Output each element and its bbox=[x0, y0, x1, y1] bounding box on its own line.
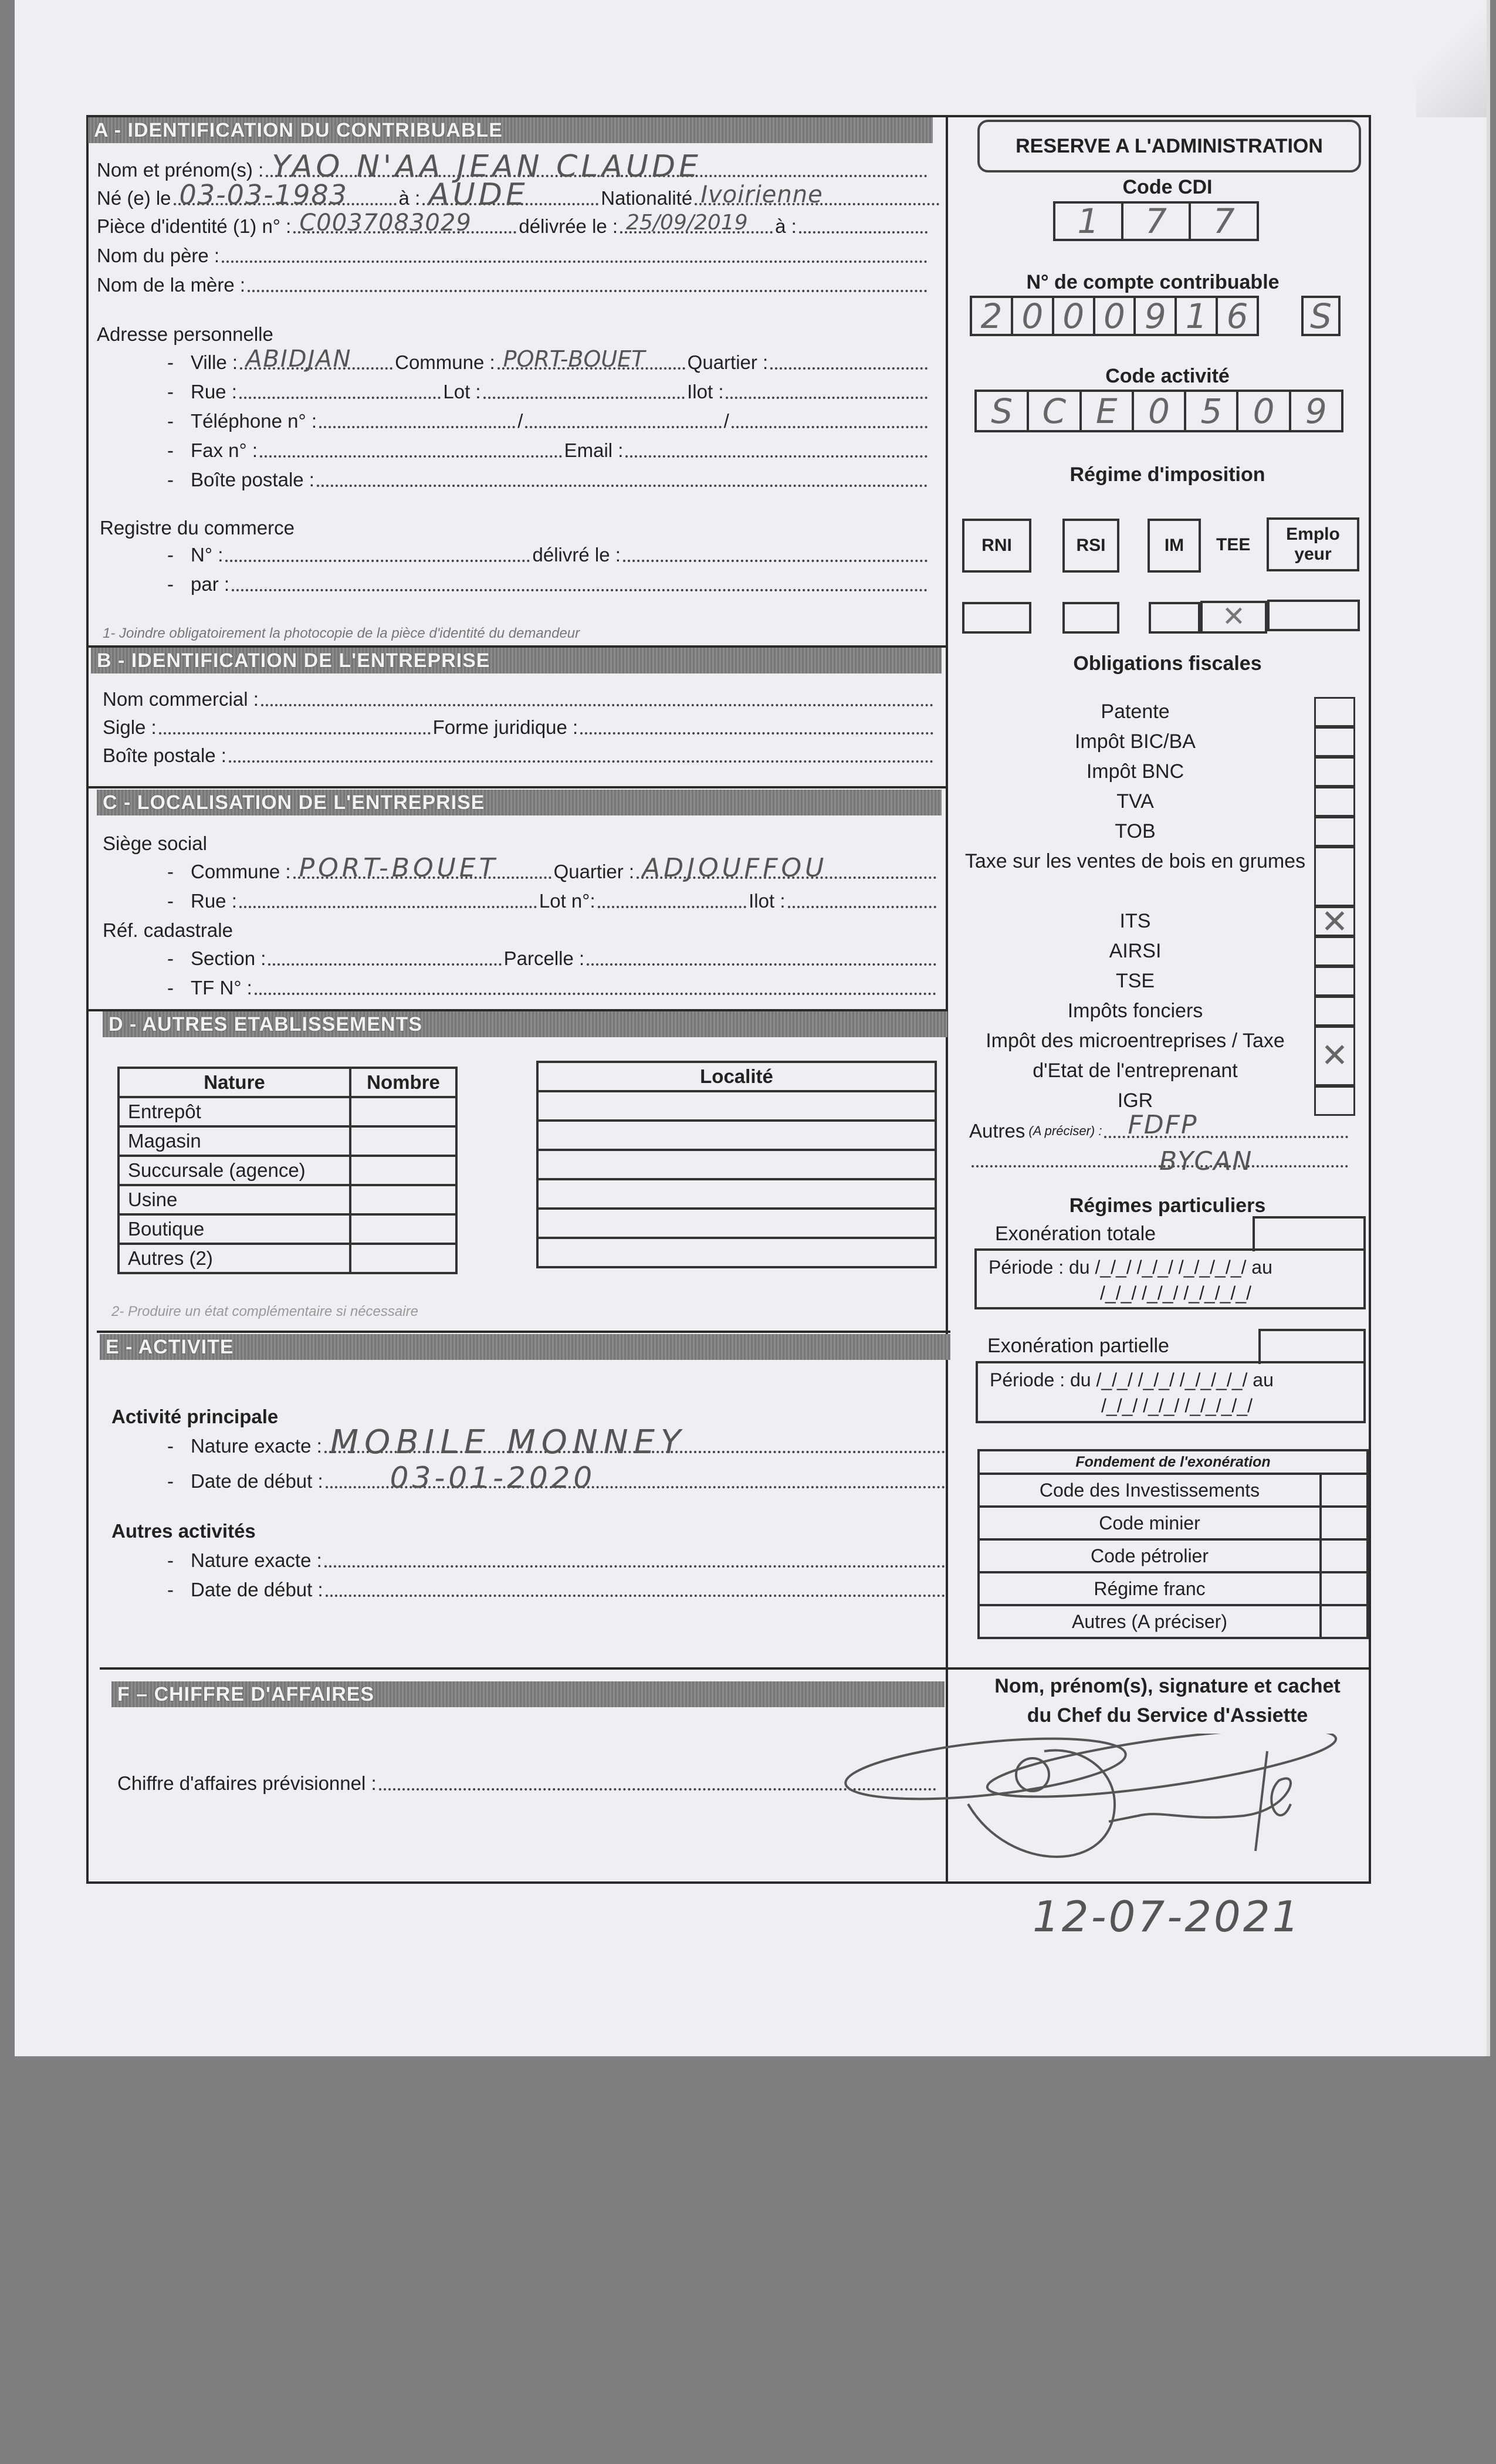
obligation-label: Impôt des microentreprises / Taxe d'Etat de l'entreprenant bbox=[986, 1030, 1285, 1082]
nature-autre-field[interactable]: - Nature exacte : bbox=[138, 1549, 947, 1572]
etablissement-nature: Boutique bbox=[119, 1214, 350, 1244]
col-localite: Localité bbox=[537, 1062, 936, 1091]
etablissement-row bbox=[119, 1156, 456, 1185]
periode-line1: Période : du /_/_/ /_/_/ /_/_/_/_/ au bbox=[990, 1369, 1274, 1390]
etablissement-nombre[interactable] bbox=[350, 1244, 456, 1273]
registre-heading bbox=[100, 516, 295, 540]
date-value: 03-01-2020 bbox=[390, 1461, 596, 1495]
section-d-header: D - AUTRES ETABLISSEMENTS bbox=[103, 1011, 947, 1037]
localite-row bbox=[537, 1209, 936, 1238]
obligation-label: ITS bbox=[1119, 910, 1151, 932]
obligation-label: Taxe sur les ventes de bois en grumes bbox=[964, 850, 1306, 872]
obligation-label: IGR bbox=[1117, 1089, 1153, 1112]
autres-oblig-line2[interactable] bbox=[969, 1146, 1351, 1176]
localite-row bbox=[537, 1179, 936, 1209]
signature-image bbox=[833, 1734, 1361, 1880]
section-c-header: C - LOCALISATION DE L'ENTREPRISE bbox=[97, 790, 942, 815]
fondement-row bbox=[979, 1572, 1368, 1605]
cdi-label: Code CDI bbox=[1122, 176, 1213, 198]
exo-totale-checkbox[interactable] bbox=[1253, 1216, 1366, 1251]
page-corner bbox=[1416, 0, 1487, 117]
nom-value: YAO N'AA JEAN CLAUDE bbox=[272, 149, 702, 184]
obligation-checkbox[interactable]: ✕ bbox=[1314, 1026, 1355, 1086]
siege-label: Siège social bbox=[103, 832, 207, 854]
code-cell: 9 bbox=[1136, 298, 1177, 334]
localite-row bbox=[537, 1238, 936, 1267]
bp-entreprise-field[interactable] bbox=[103, 744, 936, 767]
exo-partielle-periode[interactable] bbox=[976, 1361, 1366, 1423]
activite-boxes[interactable] bbox=[974, 390, 1343, 432]
fondement-title: Fondement de l'exonération bbox=[979, 1450, 1368, 1474]
section-a-header: A - IDENTIFICATION DU CONTRIBUABLE bbox=[88, 117, 933, 143]
localite-table bbox=[536, 1061, 937, 1268]
obligation-checkbox[interactable] bbox=[1314, 757, 1355, 787]
etablissement-nature: Autres (2) bbox=[119, 1244, 350, 1273]
localite-row bbox=[537, 1150, 936, 1179]
etablissement-nombre[interactable] bbox=[350, 1156, 456, 1185]
nom-label: Nom et prénom(s) : bbox=[97, 159, 264, 181]
autres-oblig-field[interactable] bbox=[969, 1110, 1351, 1143]
regime-employeur: Emplo yeur bbox=[1267, 517, 1359, 571]
registre-delivre-label: délivré le : bbox=[532, 544, 621, 566]
nom-commercial-field[interactable] bbox=[103, 688, 936, 711]
code-cell: 7 bbox=[1213, 201, 1235, 241]
ville-label: Ville : bbox=[191, 351, 238, 373]
lieu-delivrance-label: à : bbox=[775, 215, 797, 237]
etablissement-nombre[interactable] bbox=[350, 1214, 456, 1244]
exo-partielle-label: Exonération partielle bbox=[987, 1335, 1169, 1357]
siege-commune-field[interactable]: - Commune : PORT-BOUET Quartier : ADJOUFFOU bbox=[138, 860, 939, 884]
code-cell: 0 bbox=[1095, 298, 1136, 334]
activite-label: Code activité bbox=[1105, 365, 1230, 387]
siege-commune-label: Commune : bbox=[191, 861, 291, 882]
code-cell: 2 bbox=[972, 298, 1013, 334]
obligation-label: TVA bbox=[1116, 790, 1154, 813]
piece-field[interactable] bbox=[97, 209, 930, 238]
autres-activites-heading bbox=[111, 1519, 256, 1543]
ref-heading bbox=[103, 919, 233, 942]
localite-cell[interactable] bbox=[537, 1179, 936, 1209]
fondement-checkbox[interactable] bbox=[1321, 1572, 1368, 1605]
code-cell: C bbox=[1029, 392, 1081, 430]
ville-value: ABIDJAN bbox=[246, 346, 352, 373]
etablissements-table bbox=[117, 1067, 458, 1274]
fax-label: Fax n° : bbox=[191, 439, 258, 461]
fondement-label: Code minier bbox=[979, 1507, 1321, 1539]
divider bbox=[97, 1331, 950, 1333]
date-label: Date de début : bbox=[191, 1470, 323, 1492]
localite-row bbox=[537, 1091, 936, 1121]
fondement-checkbox[interactable] bbox=[1321, 1605, 1368, 1638]
fondement-row bbox=[979, 1605, 1368, 1638]
compte-key-box[interactable] bbox=[1301, 296, 1341, 336]
regime-im: IM bbox=[1148, 519, 1201, 573]
obligation-label: TOB bbox=[1115, 820, 1156, 842]
ne-label: Né (e) le bbox=[97, 187, 171, 209]
etablissement-row bbox=[119, 1185, 456, 1214]
section-f-header: F – CHIFFRE D'AFFAIRES bbox=[111, 1681, 945, 1707]
date-signed: 12-07-2021 bbox=[1033, 1892, 1302, 1941]
periode-line1: Période : du /_/_/ /_/_/ /_/_/_/_/ au bbox=[989, 1257, 1272, 1278]
piece-value: C0037083029 bbox=[299, 209, 472, 236]
obligation-checkbox[interactable] bbox=[1314, 727, 1355, 757]
registre-par-field[interactable]: - par : bbox=[138, 573, 930, 596]
ville-field[interactable]: - Ville : ABIDJAN Commune : PORT-BOUET Quartier : bbox=[138, 351, 930, 374]
exo-partielle-checkbox[interactable] bbox=[1258, 1329, 1366, 1364]
localite-cell[interactable] bbox=[537, 1150, 936, 1179]
regime-employeur-checkbox[interactable] bbox=[1267, 600, 1360, 631]
code-cell: 0 bbox=[1013, 298, 1054, 334]
code-cell: 7 bbox=[1123, 204, 1192, 239]
siege-lot-label: Lot n°: bbox=[539, 890, 595, 912]
nature-principale-field[interactable]: - Nature exacte : MOBILE MONNEY bbox=[138, 1434, 947, 1458]
code-cell: 0 bbox=[1238, 392, 1291, 430]
etablissement-nombre[interactable] bbox=[350, 1126, 456, 1156]
compte-boxes[interactable] bbox=[970, 296, 1259, 336]
date-autre-field[interactable]: - Date de début : bbox=[138, 1578, 947, 1602]
nature2-label: Nature exacte : bbox=[191, 1549, 322, 1571]
mere-field[interactable] bbox=[97, 273, 930, 297]
siege-quartier-value: ADJOUFFOU bbox=[642, 853, 828, 883]
regime-rsi: RSI bbox=[1062, 519, 1119, 573]
localite-cell[interactable] bbox=[537, 1238, 936, 1267]
nature-label: Nature exacte : bbox=[191, 1435, 322, 1457]
forme-label: Forme juridique : bbox=[432, 716, 578, 738]
siege-commune-value: PORT-BOUET bbox=[299, 853, 499, 883]
code-cell: 1 bbox=[1055, 204, 1123, 239]
registre-n-field[interactable]: - N° : délivré le : bbox=[138, 543, 930, 567]
siege-quartier-label: Quartier : bbox=[553, 861, 635, 882]
parcelle-label: Parcelle : bbox=[503, 947, 585, 969]
code-cell: E bbox=[1082, 392, 1134, 430]
divider bbox=[100, 1667, 1371, 1670]
obligation-checkbox[interactable]: ✕ bbox=[1314, 906, 1355, 936]
nature-value: MOBILE MONNEY bbox=[330, 1423, 687, 1461]
naissance-field[interactable] bbox=[97, 177, 942, 212]
obligation-label: Impôt BIC/BA bbox=[1075, 730, 1196, 753]
regime-rni-checkbox[interactable] bbox=[962, 602, 1031, 634]
pere-field[interactable] bbox=[97, 244, 930, 268]
code-cell: S bbox=[977, 392, 1029, 430]
fondement-label: Code pétrolier bbox=[979, 1539, 1321, 1572]
obligation-checkbox[interactable] bbox=[1314, 697, 1355, 727]
obligation-checkbox[interactable] bbox=[1314, 787, 1355, 817]
column-divider bbox=[946, 115, 948, 1884]
code-cell: 6 bbox=[1226, 296, 1248, 336]
col-nature: Nature bbox=[119, 1068, 350, 1097]
autres-oblig-value2: BYCAN bbox=[1159, 1146, 1253, 1176]
regime-rsi-checkbox[interactable] bbox=[1062, 602, 1119, 634]
rue-label: Rue : bbox=[191, 381, 237, 402]
code-cell: 1 bbox=[1177, 298, 1218, 334]
etablissement-row bbox=[119, 1097, 456, 1126]
principale-heading bbox=[111, 1405, 278, 1429]
compte-key: S bbox=[1310, 296, 1332, 336]
fondement-row bbox=[979, 1539, 1368, 1572]
autres-activites-label: Autres activités bbox=[111, 1520, 256, 1542]
obligation-checkbox[interactable] bbox=[1314, 817, 1355, 847]
mere-label: Nom de la mère : bbox=[97, 274, 246, 296]
bp-label: Boîte postale : bbox=[191, 469, 314, 490]
obligation-checkbox[interactable] bbox=[1314, 996, 1355, 1026]
etablissement-nature: Usine bbox=[119, 1185, 350, 1214]
telephone-field[interactable]: - Téléphone n° : / / bbox=[138, 409, 930, 433]
fondement-label: Régime franc bbox=[979, 1572, 1321, 1605]
ref-label: Réf. cadastrale bbox=[103, 919, 233, 941]
localite-cell[interactable] bbox=[537, 1091, 936, 1121]
tf-label: TF N° : bbox=[191, 977, 252, 999]
regimes-part-label: Régimes particuliers bbox=[1069, 1194, 1266, 1217]
date2-label: Date de début : bbox=[191, 1579, 323, 1600]
ca-field[interactable] bbox=[117, 1772, 939, 1795]
admin-title-box: RESERVE A L'ADMINISTRATION bbox=[977, 120, 1361, 172]
fondement-table bbox=[977, 1449, 1369, 1639]
lot-label: Lot : bbox=[443, 381, 481, 402]
autres-oblig-label: Autres bbox=[969, 1120, 1025, 1142]
regime-tee: TEE bbox=[1216, 535, 1251, 554]
fondement-checkbox[interactable] bbox=[1321, 1474, 1368, 1507]
siege-ilot-label: Ilot : bbox=[749, 890, 786, 912]
etablissement-nature: Succursale (agence) bbox=[119, 1156, 350, 1185]
obligation-label: Patente bbox=[1101, 700, 1170, 723]
adresse-label: Adresse personnelle bbox=[97, 323, 273, 345]
compte-label: N° de compte contribuable bbox=[1026, 271, 1280, 293]
siege-heading bbox=[103, 832, 207, 855]
obligation-checkbox[interactable] bbox=[1314, 847, 1355, 906]
cdi-boxes[interactable] bbox=[1053, 201, 1259, 241]
fax-field[interactable]: - Fax n° : Email : bbox=[138, 439, 930, 462]
adresse-heading bbox=[97, 323, 273, 346]
fondement-label: Autres (A préciser) bbox=[979, 1605, 1321, 1638]
code-cell: 5 bbox=[1186, 392, 1238, 430]
obligation-label: Impôts fonciers bbox=[1067, 1000, 1203, 1022]
signature-label-2: du Chef du Service d'Assiette bbox=[1027, 1704, 1308, 1727]
divider bbox=[88, 786, 947, 788]
localite-cell[interactable] bbox=[537, 1209, 936, 1238]
siege-rue-label: Rue : bbox=[191, 890, 237, 912]
bp-entreprise-label: Boîte postale : bbox=[103, 744, 226, 766]
siege-rue-field[interactable]: - Rue : Lot n°: Ilot : bbox=[138, 889, 939, 913]
lieu-label: à : bbox=[398, 187, 421, 209]
section-label: Section : bbox=[191, 947, 266, 969]
registre-n-label: N° : bbox=[191, 544, 224, 566]
regime-rni: RNI bbox=[962, 519, 1031, 573]
etablissement-nature: Magasin bbox=[119, 1126, 350, 1156]
fondement-checkbox[interactable] bbox=[1321, 1539, 1368, 1572]
fondement-row bbox=[979, 1507, 1368, 1539]
section-field[interactable]: - Section : Parcelle : bbox=[138, 947, 939, 970]
nationalite-label: Nationalité bbox=[601, 187, 693, 209]
etablissement-nature: Entrepôt bbox=[119, 1097, 350, 1126]
section-e-header: E - ACTIVITE bbox=[100, 1334, 950, 1360]
localite-row bbox=[537, 1121, 936, 1150]
ilot-label: Ilot : bbox=[687, 381, 724, 402]
exo-totale-label: Exonération totale bbox=[995, 1223, 1156, 1245]
commune-label: Commune : bbox=[395, 351, 495, 373]
etablissement-row bbox=[119, 1214, 456, 1244]
autres-oblig-value1: FDFP bbox=[1128, 1110, 1198, 1140]
ne-value: 03-03-1983 bbox=[179, 179, 348, 211]
obligation-label: Impôt BNC bbox=[1086, 760, 1184, 783]
footnote-2: 2- Produire un état complémentaire si nécessaire bbox=[111, 1304, 418, 1319]
registre-par-label: par : bbox=[191, 573, 230, 595]
delivree-value: 25/09/2019 bbox=[626, 211, 748, 235]
periode-line2: /_/_/ /_/_/ /_/_/_/_/ bbox=[1101, 1395, 1253, 1416]
regime-label: Régime d'imposition bbox=[1069, 463, 1265, 486]
fondement-row bbox=[979, 1474, 1368, 1507]
obligation-label: AIRSI bbox=[1109, 940, 1162, 962]
sigle-field[interactable] bbox=[103, 716, 936, 739]
regime-tee-checkbox[interactable]: ✕ bbox=[1200, 601, 1267, 634]
quartier-label: Quartier : bbox=[687, 351, 769, 373]
code-cell: 9 bbox=[1305, 391, 1327, 431]
exo-totale-periode[interactable] bbox=[974, 1248, 1366, 1309]
footnote-1: 1- Joindre obligatoirement la photocopie de la pièce d'identité du demandeur bbox=[103, 625, 580, 641]
principale-label: Activité principale bbox=[111, 1406, 279, 1427]
col-nombre: Nombre bbox=[350, 1068, 456, 1097]
tf-field[interactable]: - TF N° : bbox=[138, 976, 939, 1000]
obligation-checkbox[interactable] bbox=[1314, 936, 1355, 966]
commune-value: PORT-BOUET bbox=[503, 346, 645, 372]
date-principale-field[interactable]: - Date de début : 03-01-2020 bbox=[138, 1470, 947, 1493]
obligation-label: TSE bbox=[1115, 970, 1155, 992]
fondement-label: Code des Investissements bbox=[979, 1474, 1321, 1507]
etablissement-nombre[interactable] bbox=[350, 1185, 456, 1214]
bp-field[interactable]: - Boîte postale : bbox=[138, 468, 930, 492]
email-label: Email : bbox=[564, 439, 624, 461]
code-cell: 0 bbox=[1054, 298, 1095, 334]
autres-oblig-hint: (A préciser) : bbox=[1028, 1123, 1102, 1138]
ca-label: Chiffre d'affaires prévisionnel : bbox=[117, 1772, 377, 1794]
obligation-checkbox[interactable] bbox=[1314, 966, 1355, 996]
sigle-label: Sigle : bbox=[103, 716, 157, 738]
registre-label: Registre du commerce bbox=[100, 517, 295, 539]
periode-line2: /_/_/ /_/_/ /_/_/_/_/ bbox=[1100, 1282, 1251, 1304]
signature-label-1: Nom, prénom(s), signature et cachet bbox=[994, 1675, 1341, 1697]
delivree-label: délivrée le : bbox=[519, 215, 618, 237]
code-cell: 0 bbox=[1134, 392, 1186, 430]
etablissement-nombre[interactable] bbox=[350, 1097, 456, 1126]
rue-field[interactable]: - Rue : Lot : Ilot : bbox=[138, 380, 930, 404]
piece-label: Pièce d'identité (1) n° : bbox=[97, 215, 292, 237]
fondement-checkbox[interactable] bbox=[1321, 1507, 1368, 1539]
etablissement-row bbox=[119, 1244, 456, 1273]
section-b-header: B - IDENTIFICATION DE L'ENTREPRISE bbox=[91, 648, 942, 673]
nationalite-value: Ivoirienne bbox=[700, 181, 823, 208]
regime-im-checkbox[interactable] bbox=[1149, 602, 1200, 634]
nom-commercial-label: Nom commercial : bbox=[103, 688, 259, 710]
etablissement-row bbox=[119, 1126, 456, 1156]
localite-cell[interactable] bbox=[537, 1121, 936, 1150]
telephone-label: Téléphone n° : bbox=[191, 410, 317, 432]
obligations-label: Obligations fiscales bbox=[1073, 652, 1262, 675]
obligation-checkbox[interactable] bbox=[1314, 1086, 1355, 1116]
lieu-value: AUDE bbox=[428, 177, 529, 212]
pere-label: Nom du père : bbox=[97, 245, 220, 266]
